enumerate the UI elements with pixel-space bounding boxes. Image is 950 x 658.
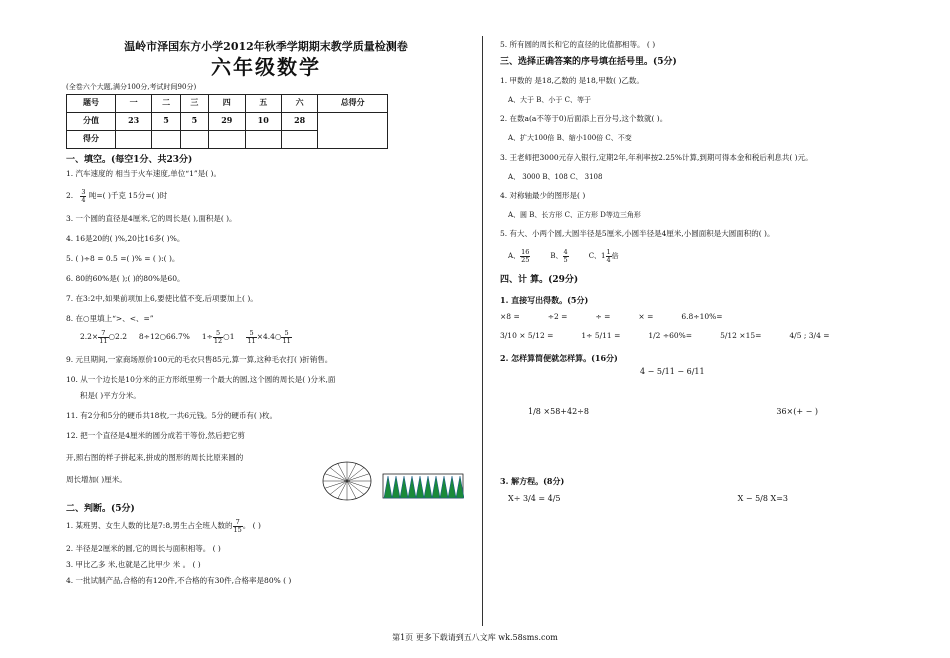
choice-question: 3. 王老师把3000元存入银行,定期2年,年利率按2.25%计算,到期可得本金和税后利息共( )元。 (500, 152, 813, 162)
choice-options: A、大于 B、小于 C、等于 (508, 95, 592, 104)
compare-text: ○1 (223, 332, 235, 342)
fraction (246, 330, 256, 344)
right-column (500, 40, 900, 504)
question-text: 1. 某班男、女生人数的比是7:8,男生占全班人数的 (66, 521, 233, 531)
denominator: 4 (606, 255, 611, 264)
score-got-cell[interactable] (281, 130, 317, 148)
choice-question: 4. 对称轴最少的图形是( ) (500, 190, 586, 200)
score-head-row (67, 94, 388, 112)
numerator: 7 (233, 519, 243, 527)
question: 10. 从一个边长是10分米的正方形纸里剪一个最大的圆,这个圆的周长是( )分米,面 (66, 375, 336, 385)
score-got-cell[interactable] (209, 130, 245, 148)
score-value-cell: 28 (281, 112, 317, 130)
calc-item: × = (638, 311, 654, 321)
left-column (66, 40, 466, 592)
simplify-expr: 4 − 5/11 − 6/11 (640, 367, 705, 377)
option-label: B、 (550, 252, 563, 261)
choice-question: 2. 在数a(a不等于0)后面添上百分号,这个数就( )。 (500, 114, 668, 124)
score-head-cell: 四 (209, 94, 245, 112)
fraction (563, 249, 569, 263)
choice-question: 5. 有大、小两个圆,大圆半径是5厘米,小圆半径是4厘米,小圆面积是大圆面积的( )。 (500, 229, 775, 239)
calc-item: 6.8÷10%= (681, 311, 723, 321)
simplify-expr: 1/8 ×58+42÷8 (528, 406, 589, 416)
numerator: 4 (563, 248, 568, 257)
score-got-cell[interactable] (245, 130, 281, 148)
exam-title: 六年级数学 (211, 55, 321, 80)
section1-title: 一、填空。(每空1分、共23分) (66, 154, 193, 165)
calc-item: 3/10 × 5/12 = (500, 330, 554, 340)
numerator: 16 (521, 248, 530, 257)
fraction (213, 330, 223, 344)
simplify-expr: 36×(+ − ) (776, 406, 818, 416)
page-footer: 第1页 更多下载请到五八文库 wk.58sms.com (392, 633, 558, 642)
sub1-title: 1. 直接写出得数。(5分) (500, 295, 589, 306)
denominator: 15 (233, 525, 242, 534)
calc-item: ÷ = (595, 311, 611, 321)
score-got-cell[interactable] (180, 130, 208, 148)
calc-item: 1/2 ÷60%= (648, 330, 693, 340)
score-value-cell: 5 (152, 112, 180, 130)
numerator: 5 (213, 330, 223, 338)
denominator: 25 (521, 255, 530, 264)
judge-question: 5. 所有圆的周长和它的直径的比值都相等。 ( ) (500, 40, 656, 49)
compare-text: ○2.2 (108, 332, 127, 342)
denominator: 11 (282, 336, 291, 345)
equation-row (508, 494, 788, 504)
score-head-cell: 题号 (67, 94, 116, 112)
choice-options (508, 249, 900, 263)
question: 7. 在3:2中,如果前项加上6,要使比值不变,后项要加上( )。 (66, 294, 258, 304)
calc-item: 4/5 ; 3/4 = (789, 330, 830, 340)
calc-item: 5/12 ×15= (720, 330, 762, 340)
calc-row (500, 312, 900, 321)
calc-item: ×8 = (500, 311, 520, 321)
option-label: C、1 (588, 252, 606, 261)
score-value-cell: 10 (245, 112, 281, 130)
numerator: 7 (98, 330, 108, 338)
score-value-cell: 29 (209, 112, 245, 130)
score-head-cell: 二 (152, 94, 180, 112)
score-value-cell: 23 (115, 112, 151, 130)
score-head-cell: 六 (281, 94, 317, 112)
score-table (66, 94, 388, 149)
judge-question: 2. 半径是2厘米的圆,它的周长与面积相等。 ( ) (66, 544, 221, 554)
fraction (80, 189, 86, 203)
sub3-title: 3. 解方程。(8分) (500, 475, 565, 486)
score-got-cell[interactable] (115, 130, 151, 148)
compare-text: 8÷12○66.7% (138, 332, 190, 342)
numerator: 5 (281, 330, 291, 338)
fraction (281, 330, 291, 344)
question: 3. 一个圆的直径是4厘米,它的周长是( ),面积是( )。 (66, 214, 237, 224)
option-label: 倍 (611, 252, 619, 261)
calc-row (500, 331, 900, 340)
fraction (233, 519, 243, 533)
question: 11. 有2分和5分的硬币共18枚,一共6元钱。5分的硬币有( )枚。 (66, 411, 278, 421)
question (66, 189, 466, 203)
section2-title: 二、判断。(5分) (66, 504, 135, 515)
rearranged-strip-figure (382, 472, 464, 500)
compare-text: ×4.4○ (256, 332, 282, 342)
denominator: 11 (247, 336, 256, 345)
fraction (98, 330, 108, 344)
exam-subtitle: 温岭市泽国东方小学2012年秋季学期期末教学质量检测卷 (124, 40, 408, 53)
score-head-cell: 五 (245, 94, 281, 112)
denominator: 4 (81, 195, 86, 204)
score-head-cell: 一 (115, 94, 151, 112)
calc-item: ÷2 = (547, 311, 568, 321)
question: 6. 80的60%是( );( )的80%是60。 (66, 274, 185, 284)
sub2-title: 2. 怎样算简便就怎样算。(16分) (500, 352, 618, 363)
numerator: 3 (81, 188, 86, 197)
question-text: 吨=( )千克 15分=( )时 (88, 191, 168, 201)
score-head-cell: 总得分 (318, 94, 388, 112)
option-label: A、 (508, 252, 521, 261)
numerator: 5 (246, 330, 256, 338)
question: 5. ( )÷8 = 0.5 =( )% = ( ):( )。 (66, 254, 180, 264)
question-text: 。 ( ) (242, 521, 261, 531)
score-got-cell[interactable] (152, 130, 180, 148)
calc-item: 1÷ 5/11 = (581, 330, 621, 340)
question-number: 2. (66, 191, 74, 201)
question: 4. 16是20的( )%,20比16多( )%。 (66, 234, 185, 244)
score-value-cell: 5 (180, 112, 208, 130)
score-got-label: 得分 (67, 130, 116, 148)
denominator: 12 (213, 336, 223, 345)
score-value-row (67, 112, 388, 130)
section3-title: 三、选择正确答案的序号填在括号里。(5分) (500, 57, 677, 67)
question-cont: 周长增加( )厘米。 (66, 475, 127, 485)
fraction (520, 249, 530, 263)
compare-text: 1÷ (201, 332, 213, 342)
total-score-cell[interactable] (318, 112, 388, 148)
question-cont: 开,照右图的样子拼起来,拼成的图形的周长比原来圆的 (66, 453, 244, 463)
judge-question: 3. 甲比乙多 米,也就是乙比甲少 米 。 ( ) (66, 560, 201, 570)
judge-question (66, 519, 466, 533)
question-text: 1. 甲数的 是18,乙数的 是18,甲数( )乙数。 (500, 75, 644, 85)
score-value-cell: 分值 (67, 112, 116, 130)
simplify-row (528, 407, 818, 417)
score-head-cell: 三 (180, 94, 208, 112)
denominator: 11 (99, 336, 108, 345)
column-divider (482, 36, 483, 626)
question-cont: 积是( )平方分米。 (80, 391, 141, 401)
equation: X÷ 3/4 = 4/5 (508, 494, 561, 504)
judge-question: 4. 一批试制产品,合格的有120件,不合格的有30件,合格率是80% ( ) (66, 576, 292, 586)
section4-title: 四、计 算。(29分) (500, 275, 579, 286)
question: 1. 汽车速度的 相当于火车速度,单位“1”是( )。 (66, 169, 221, 179)
question: 9. 元旦期间,一家商场原价100元的毛衣只售85元,算一算,这种毛衣打( )折销售。 (66, 355, 333, 365)
choice-question (500, 76, 900, 85)
numerator: 1 (606, 248, 611, 257)
question: 8. 在○里填上“>、<、=” (66, 314, 154, 324)
choice-options: A、扩大100倍 B、缩小100倍 C、不变 (508, 134, 632, 143)
denominator: 5 (563, 255, 568, 264)
question: 12. 把一个直径是4厘米的圆分成若干等份,然后把它剪 (66, 431, 245, 441)
compare-text: 2.2× (80, 332, 99, 342)
exam-note: (全卷六个大题,满分100分,考试时间90分) (66, 83, 197, 92)
equation: X − 5/8 X=3 (737, 494, 788, 504)
choice-options: A、 3000 B、108 C、 3108 (508, 172, 603, 181)
compare-row (66, 330, 466, 344)
choice-options: A、圆 B、长方形 C、正方形 D等边三角形 (508, 210, 641, 219)
divided-circle-figure (322, 461, 372, 501)
